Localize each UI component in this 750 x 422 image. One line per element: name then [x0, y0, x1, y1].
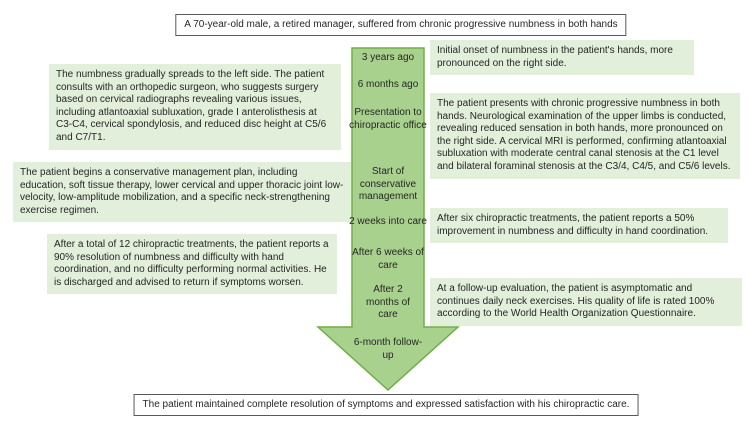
case-intro-box: A 70-year-old male, a retired manager, suffered from chronic progressive numbness in both hands: [175, 14, 626, 36]
event-box-right-1: Initial onset of numbness in the patient's hands, more pronounced on the right side.: [430, 40, 694, 75]
event-box-left-3: After a total of 12 chiropractic treatments, the patient reports a 90% resolution of numbness and difficulty with hand coordination, and no difficulty performing normal activities. He is discharged and advised to return if symptoms worsen.: [47, 234, 337, 294]
timeline-stage-label: After 2 months of care: [366, 284, 410, 320]
timeline-stage-label: 6-month follow-up: [353, 337, 423, 361]
event-box-right-3: After six chiropractic treatments, the patient reports a 50% improvement in numbness and difficulty in hand coordination.: [430, 208, 728, 243]
timeline-stage-label: Start of conservative management: [358, 166, 418, 202]
event-box-left-1: The numbness gradually spreads to the left side. The patient consults with an orthopedic surgeon, who suggests surgery based on cervical radiographs revealing various issues, including atlantoaxial subluxation, grade I anterolisthesis at C3-C4, cervical spondylosis, and reduced disc height at C5/6 and C7/T1.: [49, 64, 341, 150]
outcome-box: The patient maintained complete resolution of symptoms and expressed satisfaction with his chiropractic care.: [134, 394, 639, 416]
timeline-stage-label: 6 months ago: [357, 79, 419, 90]
timeline-stage-label: 2 weeks into care: [349, 216, 427, 227]
event-box-right-4: At a follow-up evaluation, the patient is asymptomatic and continues daily neck exercises. His quality of life is rated 100% according to the World Health Organization Questionnaire.: [430, 278, 742, 326]
timeline-stage-label: Presentation to chiropractic office: [349, 107, 427, 131]
event-box-right-2: The patient presents with chronic progressive numbness in both hands. Neurological examination of the upper limbs is conducted, revealing reduced sensation in both hands, more pronounced on the right side. A cervical MRI is performed, confirming atlantoaxial subluxation with moderate central canal stenosis at the C1 level and bilateral foraminal stenosis at the C3/4, C4/5, and C5/6 levels.: [430, 93, 740, 179]
event-box-left-2: The patient begins a conservative management plan, including education, soft tissue therapy, lower cervical and upper thoracic joint low-velocity, low-amplitude mobilization, and a specific neck-strengthening exercise regimen.: [13, 162, 351, 222]
timeline-stage-label: 3 years ago: [361, 52, 415, 63]
timeline-stage-label: After 6 weeks of care: [352, 247, 424, 271]
